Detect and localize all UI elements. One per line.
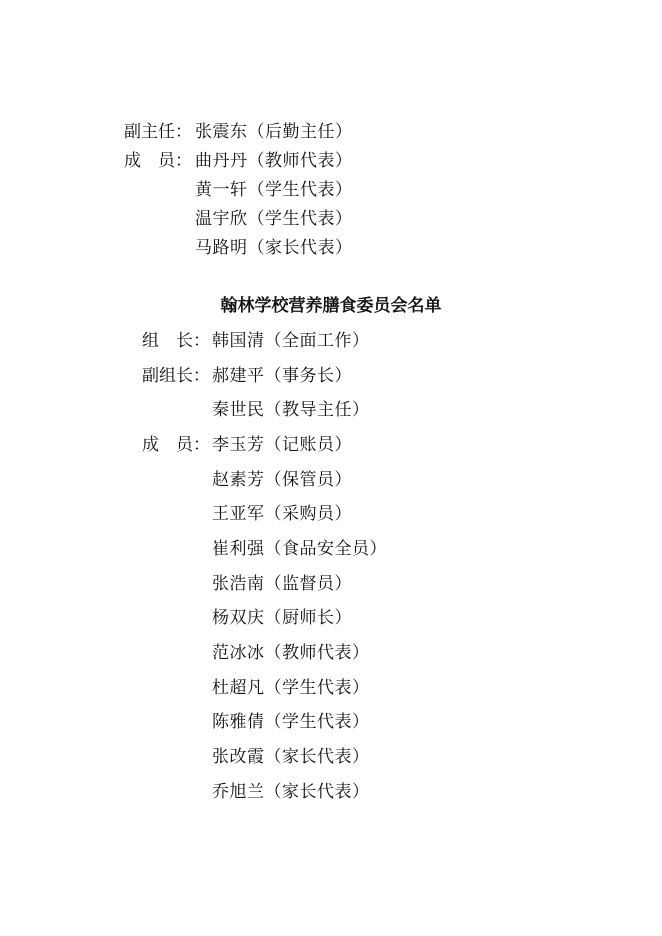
committee-members-label: 成 员： bbox=[142, 435, 210, 455]
member-entry: 温宇欣（学生代表） bbox=[195, 209, 353, 229]
committee-member-entry: 崔利强（食品安全员） bbox=[212, 539, 387, 559]
committee-member-entry: 杨双庆（厨师长） bbox=[212, 608, 352, 628]
members-label: 成 员： bbox=[124, 151, 192, 171]
member-entry: 曲丹丹（教师代表） bbox=[195, 151, 353, 171]
committee-title: 翰林学校营养膳食委员会名单 bbox=[220, 296, 442, 316]
committee-member-entry: 范冰冰（教师代表） bbox=[212, 643, 370, 663]
committee-member-entry: 王亚军（采购员） bbox=[212, 504, 352, 524]
committee-member-entry: 乔旭兰（家长代表） bbox=[212, 782, 370, 802]
committee-member-entry: 李玉芳（记账员） bbox=[212, 435, 352, 455]
member-entry: 黄一轩（学生代表） bbox=[195, 180, 353, 200]
leader-label: 组 长： bbox=[142, 331, 210, 351]
member-entry: 马路明（家长代表） bbox=[195, 238, 353, 258]
committee-member-entry: 张浩南（监督员） bbox=[212, 574, 352, 594]
leader-value: 韩国清（全面工作） bbox=[212, 331, 370, 351]
committee-member-entry: 杜超凡（学生代表） bbox=[212, 678, 370, 698]
deputy-leader-value: 秦世民（教导主任） bbox=[212, 400, 370, 420]
deputy-leader-label: 副组长： bbox=[142, 366, 210, 386]
deputy-director-label: 副主任： bbox=[124, 122, 192, 142]
committee-member-entry: 张改霞（家长代表） bbox=[212, 747, 370, 767]
committee-member-entry: 赵素芳（保管员） bbox=[212, 470, 352, 490]
committee-member-entry: 陈雅倩（学生代表） bbox=[212, 712, 370, 732]
deputy-leader-value: 郝建平（事务长） bbox=[212, 366, 352, 386]
deputy-director-value: 张震东（后勤主任） bbox=[195, 122, 353, 142]
